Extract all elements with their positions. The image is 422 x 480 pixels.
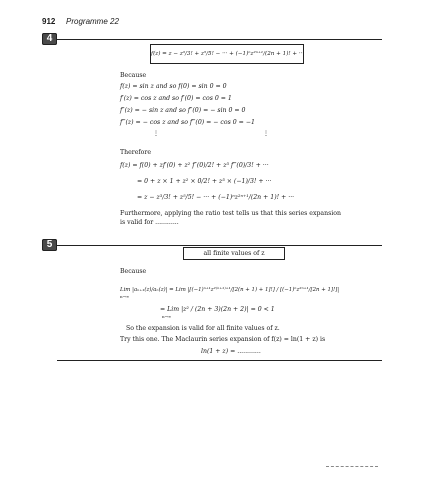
vertical-ellipsis: ⋮ — [263, 130, 270, 137]
conclusion-text: Furthermore, applying the ratio test tells us that this series expansion — [120, 210, 341, 217]
page-dashed-rule — [326, 466, 378, 467]
frame-number-badge: 5 — [42, 239, 57, 251]
frame-divider — [57, 39, 382, 40]
taylor-equation-2: = 0 + z × 1 + z² × 0/2! + z³ × (−1)/3! + ··· — [137, 178, 272, 185]
derivative-line-3: f‴(z) = − cos z and so f‴(0) = − cos 0 = −1 — [120, 119, 255, 126]
answer-box: all finite values of z — [183, 247, 285, 260]
therefore-label: Therefore — [120, 149, 152, 156]
frame-divider — [57, 360, 382, 361]
limit-subscript: n→∞ — [120, 294, 130, 299]
frame-divider — [57, 245, 382, 246]
vertical-ellipsis: ⋮ — [153, 130, 160, 137]
validity-statement: So the expansion is valid for all finite values of z. — [126, 325, 280, 332]
derivative-line-0: f(z) = sin z and so f(0) = sin 0 = 0 — [120, 83, 227, 90]
exercise-answer-line: ln(1 + z) = ............ — [201, 348, 261, 355]
derivative-line-1: f′(z) = cos z and so f′(0) = cos 0 = 1 — [120, 95, 232, 102]
because-label: Because — [120, 268, 147, 275]
frame-number-badge: 4 — [42, 33, 57, 45]
limit-subscript: n→∞ — [162, 314, 172, 319]
ratio-test-line-2: = Lim |z² / (2n + 3)(2n + 2)| = 0 < 1 — [160, 306, 275, 313]
because-label: Because — [120, 72, 147, 79]
taylor-equation-1: f(z) = f(0) + zf′(0) + z² f″(0)/2! + z³ f‴(0)/3! + ··· — [120, 162, 269, 169]
taylor-equation-3: = z − z³/3! + z⁵/5! − ··· + (−1)ⁿz²ⁿ⁺¹/(2n + 1)! + ··· — [137, 194, 295, 201]
series-formula-box: f(z) = z − z³/3! + z⁵/5! − ··· + (−1)ⁿz²ⁿ⁺¹/(2n + 1)! + ··· — [150, 44, 304, 64]
exercise-prompt: Try this one. The Maclaurin series expansion of f(z) = ln(1 + z) is — [120, 336, 326, 343]
conclusion-text: is valid for ............ — [120, 219, 179, 226]
chapter-title: Programme 22 — [66, 17, 119, 26]
derivative-line-2: f″(z) = − sin z and so f″(0) = − sin 0 = 0 — [120, 107, 246, 114]
page-number: 912 — [42, 17, 56, 26]
ratio-test-line-1: Lim |aₙ₊₁(z)/aₙ(z)| = Lim |[(−1)ⁿ⁺¹z²⁽ⁿ⁺¹⁾⁺¹/[2(n + 1) + 1]!] / [(−1)ⁿz²ⁿ⁺¹/[2n + 1]!]| — [120, 287, 340, 293]
